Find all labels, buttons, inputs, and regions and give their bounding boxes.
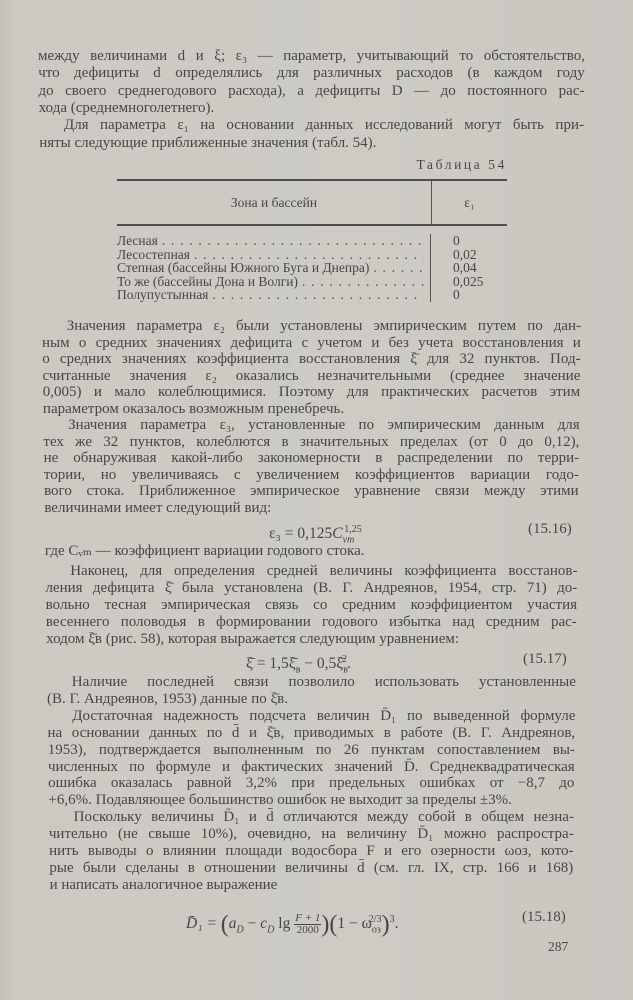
fraction-numerator: F + 1 (295, 912, 321, 925)
text-line: Значения параметра ε₂ были установлены эмпирическим путем по дан- (66, 318, 582, 334)
table-caption: Таблица 54 (416, 157, 507, 172)
value-column (431, 234, 507, 302)
text-line: Наличие последней связи позволило использовать установленные (71, 674, 576, 690)
formula-number: (15.18) (522, 909, 566, 925)
table-row (117, 288, 424, 302)
dot-leader (369, 261, 424, 275)
text-line: численных по формуле и фактических значений D̄. Среднеквадратическая (47, 758, 575, 775)
text-line: Значения параметра ε₃, установленные по эмпирическим данным для (68, 417, 580, 433)
text-line: что дефициты d определялись для различных расходов (в каждом году (38, 65, 585, 82)
epsilon1-value: 0,025 (453, 273, 484, 289)
text-line: параметром оказалось возможным пренебречь. (42, 400, 345, 417)
table-row (117, 234, 424, 248)
formula-variable: C (332, 525, 343, 543)
formula-omega: 1 − ω (337, 915, 372, 933)
zone-name: Лесная (117, 233, 158, 248)
text-line: считанные значения ε₂ оказались незначительными (среднее значение (42, 367, 581, 384)
text-line: 1953), подтверждается выполненным по 26 пунктам сопоставлением вы- (47, 741, 575, 758)
text-line: ошибка оказалась равной 3,2% при предельных ошибках от −8,7 до (48, 775, 575, 792)
text-line: чительно (не свыше 10%), очевидно, на величину D̄₁ можно распростра- (48, 826, 574, 843)
formula-lg: lg (274, 915, 295, 933)
text-line: и написать аналогичное выражение (49, 876, 278, 893)
formula-exponent: 1,25 (344, 524, 362, 535)
zone-name: Полупустынная (117, 287, 209, 302)
header-zone: Зона и бассейн (117, 181, 432, 224)
paren: ( (329, 911, 338, 938)
text-line: ным о средних значениях дефицита с учетом и без учета восстановления и (42, 334, 581, 351)
formula-subscript: D (236, 924, 244, 936)
epsilon1-value: 0 (453, 233, 460, 248)
text-line: Наконец, для определения средней величины коэффициента восстанов- (70, 563, 578, 579)
text-line: величинами имеет следующий вид: (44, 499, 272, 516)
formula-lhs: D̄₁ = (186, 915, 221, 933)
paren: ( (220, 911, 229, 938)
fraction (294, 913, 321, 936)
dot-leader (190, 248, 424, 262)
table-row (117, 261, 424, 275)
formula-subscript: в (295, 664, 301, 676)
text-line: вольно тесная эмпирическая связь со средним коэффициентом участия (45, 597, 578, 613)
text-line: рые были сделаны в отношении величины d̄ (см. гл. IX, стр. 166 и 168) (49, 859, 574, 876)
zone-name: Степная (бассейны Южного Буга и Днепра) (117, 260, 370, 275)
formula-subscript: оз (371, 924, 381, 936)
formula-minus: − (243, 915, 261, 933)
epsilon1-value: 0 (453, 287, 460, 302)
formula-subscript: D (267, 924, 275, 936)
text-line: (В. Г. Андреянов, 1953) данные по ξ̄в. (47, 690, 289, 707)
dot-leader (208, 288, 424, 302)
text-line: Для параметра ε₁ на основании данных исследований могут быть при- (63, 117, 584, 134)
epsilon1-value: 0,04 (453, 260, 477, 275)
table-row (117, 248, 424, 262)
formula-exponent: 3 (389, 914, 395, 925)
text-line: +6,6%. Подавляющее большинство ошибок не выходит за пределы ±3%. (48, 792, 512, 809)
formula-lhs: ε₃ = 0,125 (269, 525, 333, 543)
text-line: Поскольку величины D̄₁ и d̄ отличаются между собой в общем незна- (73, 809, 574, 826)
formula-middle: − 0,5ξ̄ (300, 655, 344, 673)
table-row (117, 275, 424, 289)
formula-tail: . (346, 655, 351, 673)
dot-leader (298, 275, 424, 289)
formula-tail: . (394, 915, 399, 933)
text-line: до своего среднегодового расхода), а дефициты D — до постоянного рас- (38, 82, 585, 99)
text-line: 0,005) и мало колеблющимися. Поэтому для практических расчетов этим (42, 384, 581, 400)
text-line: тех же 32 пунктов, колеблются в значительных пределах (от 0 до 0,12), (43, 433, 580, 450)
text-line: ления дефицита ξ̄ была установлена (В. Г. Андреянов, 1954, стр. 71) до- (45, 580, 578, 596)
formula-number: (15.17) (523, 651, 567, 667)
formula-15-18 (186, 905, 399, 938)
paren: ) (321, 911, 330, 938)
formula-exponent: 2/3 (368, 914, 382, 925)
formula-15-17 (246, 648, 351, 676)
table-54 (117, 179, 507, 302)
page-number: 287 (548, 939, 569, 954)
table-header (117, 181, 507, 224)
zone-column (117, 234, 431, 302)
text-line: на основании данных по d̄ и ξ̄в, приводимых в работе (В. Г. Андреянов, (47, 724, 576, 741)
formula-c: c (260, 915, 268, 933)
formula-subscript: в (343, 664, 348, 676)
text-line: Достаточная надежность подсчета величин D̄₁ по выведенной формуле (72, 707, 576, 724)
dot-leader (158, 234, 424, 248)
paren: ) (381, 911, 390, 938)
zone-name: Лесостепная (117, 246, 191, 262)
text-line: няты следующие приближенные значения (табл. 54). (39, 134, 377, 151)
formula-15-16 (269, 518, 362, 546)
table-body (117, 226, 507, 302)
text-line: хода (среднемноголетнего). (38, 99, 215, 116)
text-line: о средних значениях коэффициента восстановления ξ̄ для 32 пунктов. Под- (42, 351, 581, 367)
formula-lhs: ξ̄ = 1,5ξ̄ (246, 655, 296, 673)
text-line: между величинами d и ξ; ε₃ — параметр, учитывающий то обстоятельство, (38, 48, 585, 64)
epsilon1-value: 0,02 (453, 246, 477, 262)
formula-exponent: 2 (341, 654, 347, 665)
text-line: где Cᵥₘ — коэффициент вариации годового стока. (44, 543, 365, 559)
formula-number: (15.16) (528, 521, 572, 537)
text-line: весеннего половодья в формировании годового избытка над средним рас- (45, 614, 577, 630)
text-line: тории, но увеличиваясь с увеличением коэффициентов вариации годо- (43, 466, 579, 483)
text-line: не обнаруживая какой-либо закономерности в распределении по терри- (43, 450, 580, 466)
fraction-denominator: 2000 (296, 924, 319, 937)
formula-a: a (228, 915, 237, 933)
text-line: вого стока. Приближенное эмпирическое уравнение связи между этими (44, 483, 579, 499)
header-epsilon1: ε₁ (464, 194, 475, 210)
formula-subscript: vm (342, 534, 355, 546)
text-line: ходом ξ̄в (рис. 58), которая выражается следующим уравнением: (46, 631, 460, 647)
zone-name: То же (бассейны Дона и Волги) (117, 273, 298, 289)
text-line: нить выводы о влиянии площади водосбора F и его озерности ωоз, кото- (49, 843, 574, 859)
